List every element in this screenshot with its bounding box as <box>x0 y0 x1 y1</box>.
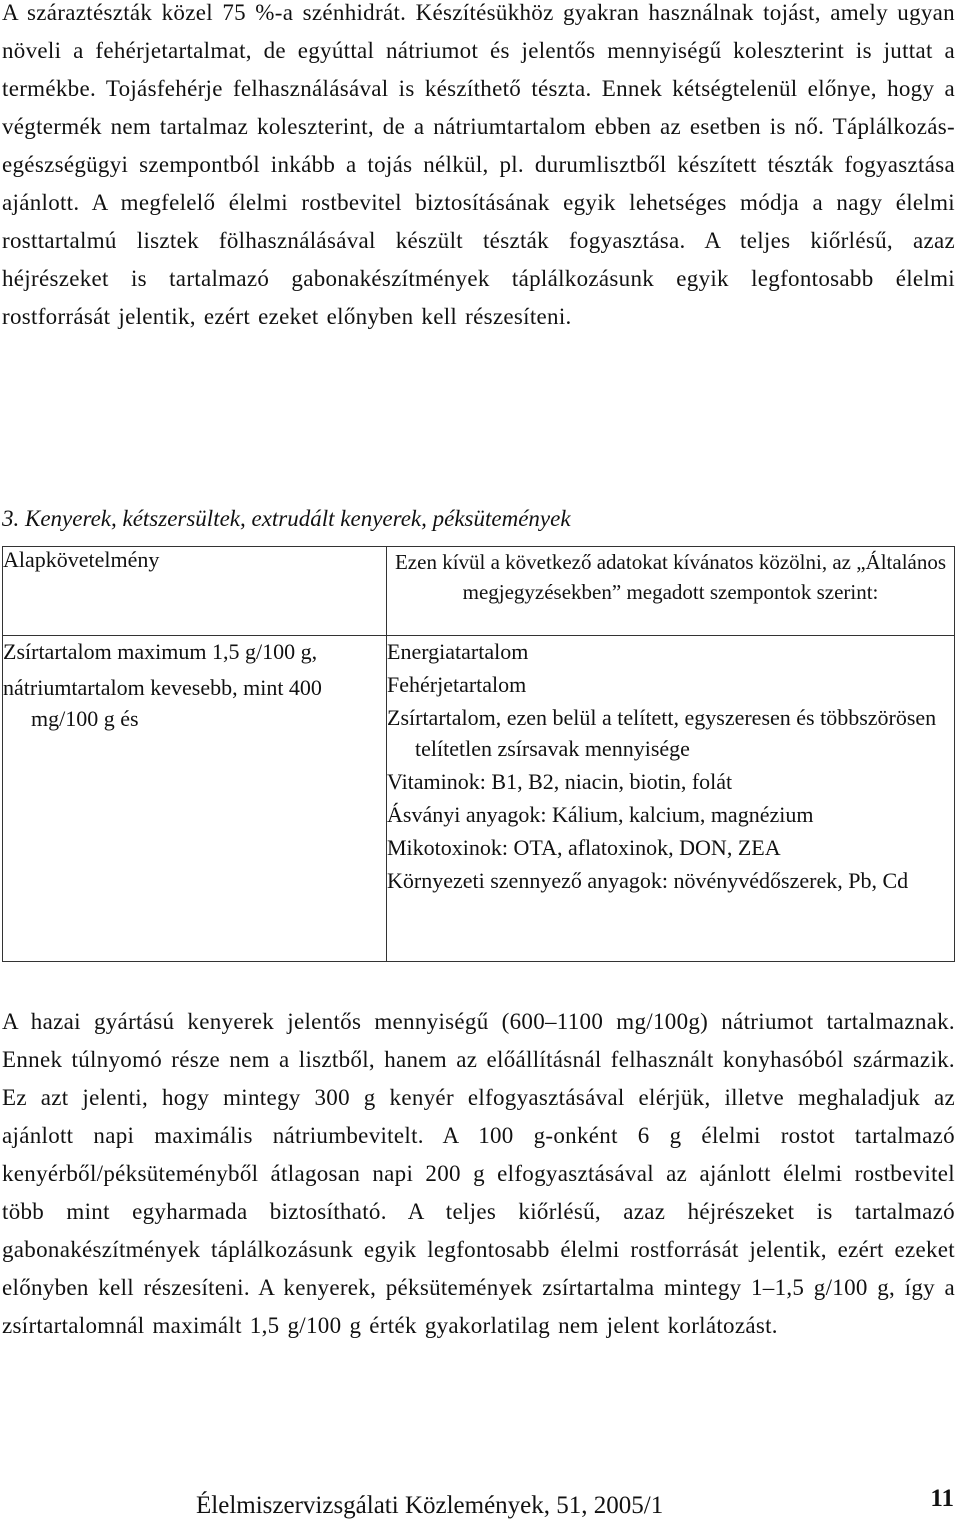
paragraph-pasta: A száraztészták közel 75 %-a szénhidrát. Készítésükhöz gyakran használnak tojást, amely ugyan növeli a fehérjetartalmat, de egyúttal nátriumot és jelentős mennyiségű koleszterint is juttat a termékbe. Tojásfehérje felhasználásával is készíthető tészta. Ennek kétségtelenül előnye, hogy a végtermék nem tartalmaz koleszterint, de a nátriumtartalom ebben az esetben is nő. Táplálkozás-egészségügyi szempontból inkább a tojás nélkül, pl. durumlisztből készített tészták fogyasztása ajánlott. A megfelelő élelmi rostbevitel biztosításának egyik lehetséges módja a nagy élelmi rosttartalmú lisztek fölhasználásával készült tészták fogyasztása. A teljes kiőrlésű, azaz héjrészeket is tartalmazó gabonakészítmények táplálkozásunk egyik legfontosabb élelmi rostforrását jelentik, ezért ezeket előnyben kell részesíteni. <box>2 0 955 329</box>
page-number: 11 <box>930 1485 954 1512</box>
list-item: Vitaminok: B1, B2, niacin, biotin, folát <box>387 769 733 794</box>
list-item: Zsírtartalom, ezen belül a telített, egyszeresen és többszörösen telítetlen zsírsavak mennyisége <box>387 705 937 761</box>
additional-data-cell <box>387 636 955 962</box>
basic-requirement-cell <box>3 636 387 962</box>
header-additional-data: Ezen kívül a következő adatokat kívánatos közölni, az „Általános megjegyzésekben” megadott szempontok szerint: <box>387 547 955 636</box>
list-item: Ásványi anyagok: Kálium, kalcium, magnézium <box>387 802 814 827</box>
requirements-table <box>2 546 955 962</box>
list-item: Zsírtartalom maximum 1,5 g/100 g, <box>3 639 318 664</box>
section-heading: 3. Kenyerek, kétszersültek, extrudált kenyerek, péksütemények <box>2 506 571 531</box>
header-basic-requirement: Alapkövetelmény <box>3 547 387 636</box>
table-header-row <box>3 547 955 636</box>
list-item: Energiatartalom <box>387 639 529 664</box>
list-item: Környezeti szennyező anyagok: növényvédőszerek, Pb, Cd <box>387 868 909 893</box>
list-item: Mikotoxinok: OTA, aflatoxinok, DON, ZEA <box>387 835 781 860</box>
list-item: Fehérjetartalom <box>387 672 527 697</box>
paragraph-bread: A hazai gyártású kenyerek jelentős mennyiségű (600–1100 mg/100g) nátriumot tartalmaznak. Ennek túlnyomó része nem a lisztből, hanem az előállításnál felhasznált konyhasóból származik. Ez azt jelenti, hogy mintegy 300 g kenyér elfogyasztásával elérjük, illetve meghaladjuk az ajánlott napi maximális nátriumbevitelt. A 100 g-onként 6 g élelmi rostot tartalmazó kenyérből/péksüteményből átlagosan napi 200 g elfogyasztásával az ajánlott élelmi rostbevitel több mint egyharmada biztosítható. A teljes kiőrlésű, azaz héjrészeket is tartalmazó gabonakészítmények táplálkozásunk egyik legfontosabb élelmi rostforrását jelentik, ezért ezeket előnyben kell részesíteni. A kenyerek, péksütemények zsírtartalma mintegy 1–1,5 g/100 g, így a zsírtartalomnál maximált 1,5 g/100 g érték gyakorlatilag nem jelent korlátozást. <box>2 1009 955 1338</box>
list-item: nátriumtartalom kevesebb, mint 400 mg/100 g és <box>3 675 322 731</box>
table-body-row <box>3 636 955 962</box>
journal-footer: Élelmiszervizsgálati Közlemények, 51, 2005/1 <box>196 1492 664 1519</box>
